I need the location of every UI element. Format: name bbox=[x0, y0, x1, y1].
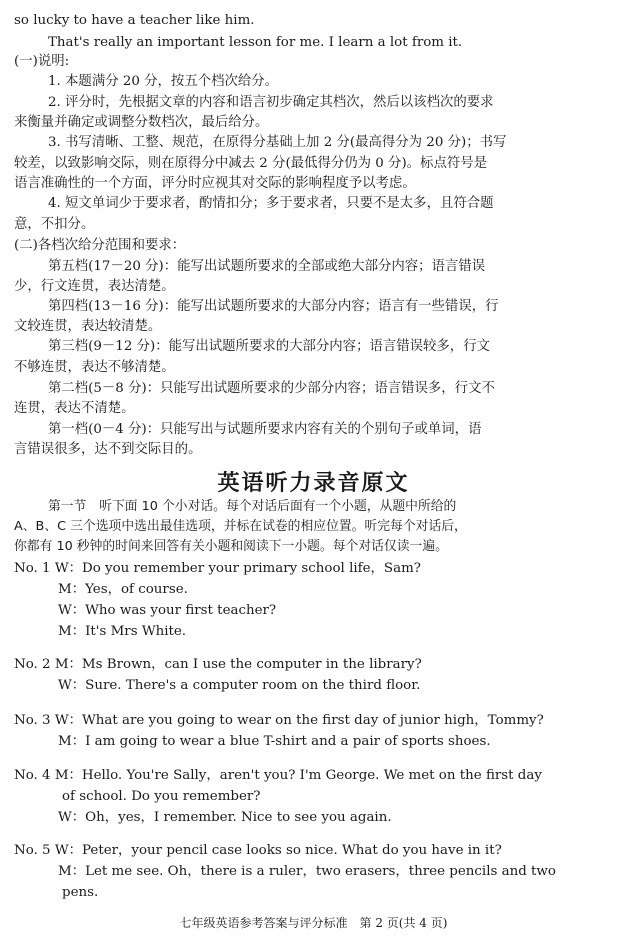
rule-line: 来衡量并确定或调整分数档次，最后给分。 bbox=[14, 115, 269, 130]
intro-line: 第一节 听下面 10 个小对话。每个对话后面有一个小题，从题中所给的 bbox=[48, 499, 457, 514]
level-line: 连贯，表达不清楚。 bbox=[14, 401, 135, 416]
rule-line: 4. 短文单词少于要求者，酌情扣分；多于要求者，只要不是太多，且符合题 bbox=[48, 196, 494, 211]
level-line: 第一档(0－4 分)：只能写出与试题所要求内容有关的个别句子或单词，语 bbox=[48, 422, 482, 437]
level-line: 少，行文连贯，表达清楚。 bbox=[14, 279, 175, 294]
level-line: 不够连贯，表达不够清楚。 bbox=[14, 360, 175, 375]
dialogue-line: M：Let me see. Oh，there is a ruler，two erasers，three pencils and two bbox=[58, 864, 556, 879]
dialogue-line: No. 2 M：Ms Brown，can I use the computer in the library? bbox=[14, 657, 422, 672]
dialogue-line: W：Who was your first teacher? bbox=[58, 603, 277, 618]
dialogue-line: No. 5 W：Peter，your pencil case looks so nice. What do you have in it? bbox=[14, 843, 502, 858]
dialogue-line: M：Yes，of course. bbox=[58, 582, 188, 597]
level-line: 第四档(13－16 分)：能写出试题所要求的大部分内容；语言有一些错误，行 bbox=[48, 299, 499, 314]
essay-line: That's really an important lesson for me. I learn a lot from it. bbox=[48, 35, 463, 50]
rule-line: 1. 本题满分 20 分，按五个档次给分。 bbox=[48, 74, 279, 89]
dialogue-line: M：I am going to wear a blue T-shirt and a pair of sports shoes. bbox=[58, 734, 491, 749]
intro-line: A、B、C 三个选项中选出最佳选项，并标在试卷的相应位置。听完每个对话后， bbox=[14, 519, 467, 534]
essay-line: so lucky to have a teacher like him. bbox=[14, 13, 255, 28]
level-line: 第二档(5－8 分)：只能写出试题所要求的少部分内容；语言错误多，行文不 bbox=[48, 381, 495, 396]
intro-line: 你都有 10 秒钟的时间来回答有关小题和阅读下一小题。每个对话仅读一遍。 bbox=[14, 539, 448, 554]
level-line: 第三档(9－12 分)：能写出试题所要求的大部分内容；语言错误较多，行文 bbox=[48, 339, 490, 354]
dialogue-line: No. 1 W：Do you remember your primary school life，Sam? bbox=[14, 561, 421, 576]
dialogue-line: No. 4 M：Hello. You're Sally，aren't you? I'm George. We met on the first day bbox=[14, 768, 542, 783]
section-header: (一)说明: bbox=[14, 54, 70, 69]
dialogue-line: of school. Do you remember? bbox=[62, 789, 261, 804]
page-footer: 七年级英语参考答案与评分标准 第 2 页(共 4 页) bbox=[179, 916, 448, 930]
dialogue-line: W：Oh，yes，I remember. Nice to see you again. bbox=[58, 810, 392, 825]
dialogue-line: M：It's Mrs White. bbox=[58, 624, 187, 639]
level-line: 文较连贯，表达较清楚。 bbox=[14, 319, 162, 334]
level-line: 言错误很多，达不到交际目的。 bbox=[14, 442, 202, 457]
rule-line: 较差，以致影响交际，则在原得分中减去 2 分(最低得分仍为 0 分)。标点符号是 bbox=[14, 156, 488, 171]
section-header: (二)各档次给分范围和要求： bbox=[14, 238, 186, 253]
level-line: 第五档(17－20 分)：能写出试题所要求的全部或绝大部分内容；语言错误 bbox=[48, 259, 486, 274]
rule-line: 3. 书写清晰、工整、规范，在原得分基础上加 2 分(最高得分为 20 分)；书写 bbox=[48, 135, 507, 150]
rule-line: 意，不扣分。 bbox=[14, 217, 95, 232]
rule-line: 语言准确性的一个方面，评分时应视其对交际的影响程度予以考虑。 bbox=[14, 176, 416, 191]
dialogue-line: pens. bbox=[62, 885, 99, 900]
dialogue-line: No. 3 W：What are you going to wear on the first day of junior high，Tommy? bbox=[14, 713, 544, 728]
section-title: 英语听力录音原文 bbox=[217, 471, 410, 496]
dialogue-line: W：Sure. There's a computer room on the third floor. bbox=[58, 678, 421, 693]
rule-line: 2. 评分时，先根据文章的内容和语言初步确定其档次，然后以该档次的要求 bbox=[48, 95, 494, 110]
